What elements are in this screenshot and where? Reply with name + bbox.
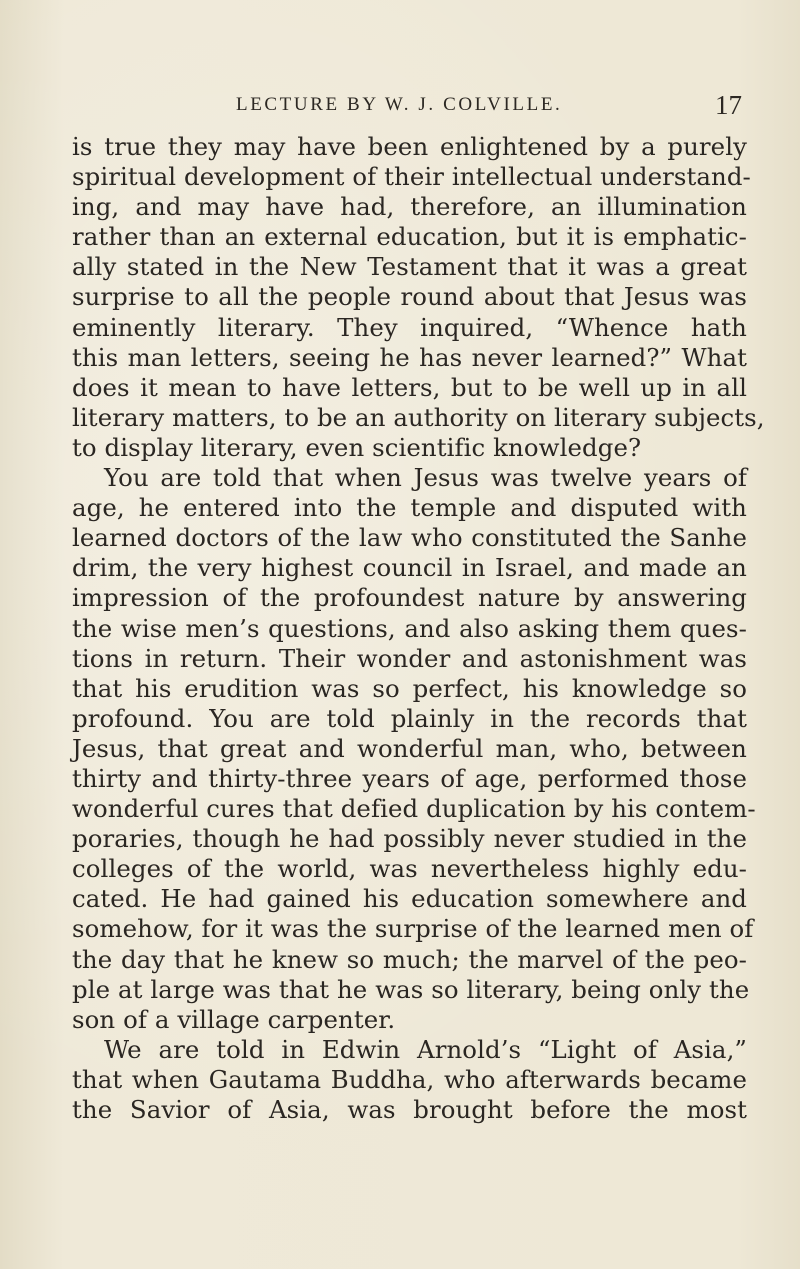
text-line: the Savior of Asia, was brought before the most bbox=[72, 1095, 747, 1124]
text-line: this man letters, seeing he has never learned?” What bbox=[72, 342, 747, 372]
text-line: thirty and thirty-three years of age, performed those bbox=[72, 763, 747, 793]
text-line: ally stated in the New Testament that it was a great bbox=[72, 252, 747, 282]
text-line: son of a village carpenter. bbox=[72, 1004, 396, 1034]
text-line: to display literary, even scientific knowledge? bbox=[72, 432, 642, 462]
running-title: LECTURE BY W. J. COLVILLE. bbox=[236, 94, 563, 115]
text-line: learned doctors of the law who constituted the Sanhe bbox=[72, 523, 747, 553]
text-line: tions in return. Their wonder and astonishment was bbox=[72, 643, 747, 673]
text-line: surprise to all the people round about that Jesus was bbox=[72, 282, 747, 312]
text-line: that his erudition was so perfect, his knowledge so bbox=[72, 673, 747, 703]
page-number: 17 bbox=[715, 90, 742, 120]
text-line: drim, the very highest council in Israel, and made an bbox=[72, 553, 747, 583]
text-line: age, he entered into the temple and disputed with bbox=[72, 493, 747, 523]
text-line: We are told in Edwin Arnold’s “Light of Asia,” bbox=[104, 1034, 747, 1064]
text-line: literary matters, to be an authority on literary subjects, bbox=[72, 402, 765, 432]
text-line: colleges of the world, was nevertheless highly edu- bbox=[72, 854, 747, 884]
text-line: that when Gautama Buddha, who afterwards became bbox=[72, 1064, 747, 1094]
text-line: does it mean to have letters, but to be well up in all bbox=[72, 372, 747, 402]
text-line: wonderful cures that defied duplication by his contem- bbox=[72, 794, 756, 824]
text-line: cated. He had gained his education somewhere and bbox=[72, 884, 747, 914]
text-line: eminently literary. They inquired, “Whence hath bbox=[72, 312, 747, 342]
text-line: ing, and may have had, therefore, an illumination bbox=[72, 192, 747, 222]
text-line: poraries, though he had possibly never studied in the bbox=[72, 824, 747, 854]
running-header bbox=[0, 90, 800, 124]
text-line: the day that he knew so much; the marvel of the peo- bbox=[72, 944, 747, 974]
text-line: ple at large was that he was so literary, being only the bbox=[72, 974, 750, 1004]
text-line: rather than an external education, but it is emphatic- bbox=[72, 222, 747, 252]
text-line: spiritual development of their intellectual understand- bbox=[72, 162, 751, 192]
text-line: impression of the profoundest nature by answering bbox=[72, 583, 747, 613]
text-line: the wise men’s questions, and also asking them ques- bbox=[72, 613, 747, 643]
text-line: You are told that when Jesus was twelve years of bbox=[104, 463, 747, 493]
body-text bbox=[72, 132, 765, 1125]
text-line: Jesus, that great and wonderful man, who, between bbox=[72, 733, 747, 763]
text-line: profound. You are told plainly in the records that bbox=[72, 703, 747, 733]
text-line: somehow, for it was the surprise of the learned men of bbox=[72, 914, 754, 944]
text-line: is true they may have been enlightened by a purely bbox=[72, 132, 747, 161]
